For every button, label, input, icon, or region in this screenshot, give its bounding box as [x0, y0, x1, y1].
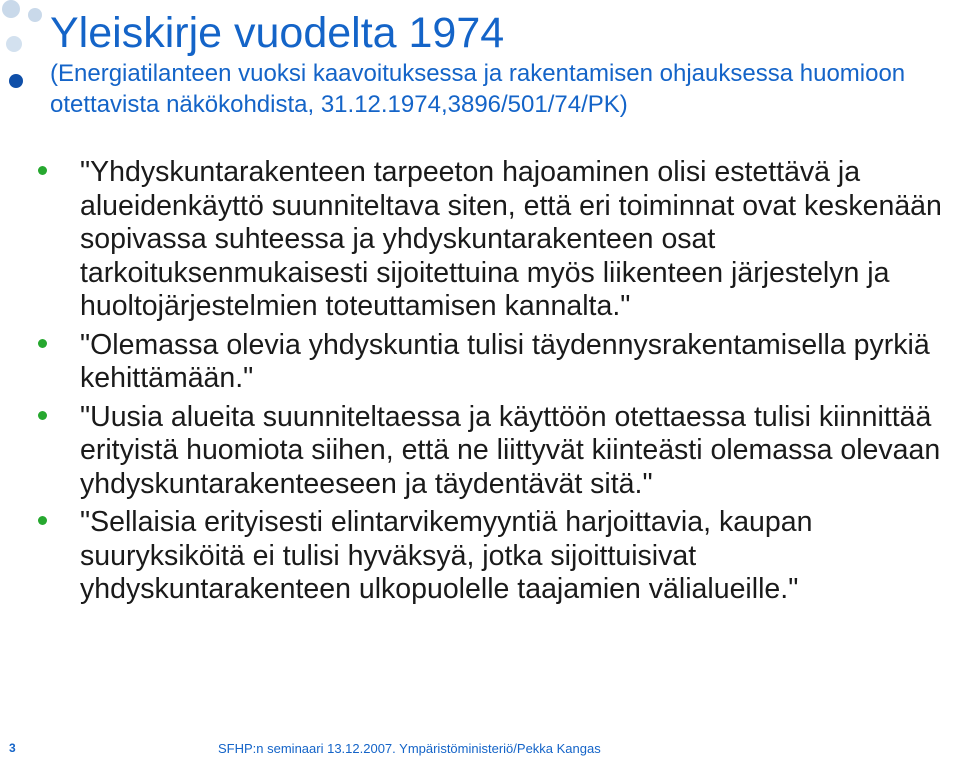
bullet-text: "Olemassa olevia yhdyskuntia tulisi täydennysrakentamisella pyrkiä kehittämään." [80, 328, 930, 394]
decorative-dot [9, 74, 23, 88]
bullet-icon [38, 339, 47, 348]
bullet-text: "Sellaisia erityisesti elintarvikemyyntiä harjoittavia, kaupan suuryksiköitä ei tulisi hyväksyä, jotka sijoittuisivat yhdyskuntarakenteen ulkopuolelle taajamien välialueille." [80, 506, 813, 605]
bullet-icon [38, 166, 47, 175]
bullet-item [38, 506, 956, 607]
page-number: 3 [9, 741, 16, 755]
bullet-icon [38, 411, 47, 420]
bullet-item [38, 401, 956, 502]
decorative-dot [6, 36, 22, 52]
bullet-item [38, 329, 956, 396]
decorative-dot [28, 8, 42, 22]
footer-text: SFHP:n seminaari 13.12.2007. Ympäristöministeriö/Pekka Kangas [218, 741, 601, 756]
bullet-item [38, 156, 956, 324]
bullet-list [38, 156, 956, 612]
slide-title: Yleiskirje vuodelta 1974 [50, 9, 505, 57]
bullet-text: "Yhdyskuntarakenteen tarpeeton hajoaminen olisi estettävä ja alueidenkäyttö suunniteltava siten, että eri toiminnat ovat keskenään sopivassa suhteessa ja yhdyskuntarakenteen osat tarkoituksenmukaisesti sijoitettuina myös liikenteen järjestelyn ja huoltojärjestelmien toteuttamisen kannalta." [80, 156, 942, 322]
bullet-text: "Uusia alueita suunniteltaessa ja käyttöön otettaessa tulisi kiinnittää erityistä huomiota siihen, että ne liittyvät kiinteästi olemassa olevaan yhdyskuntarakenteeseen ja täydentävät sitä." [80, 400, 941, 500]
bullet-icon [38, 516, 47, 525]
slide-subtitle: (Energiatilanteen vuoksi kaavoituksessa ja rakentamisen ohjauksessa huomioon otettavista näkökohdista, 31.12.1974,3896/501/74/PK) [50, 60, 906, 118]
decorative-dot [2, 0, 20, 18]
